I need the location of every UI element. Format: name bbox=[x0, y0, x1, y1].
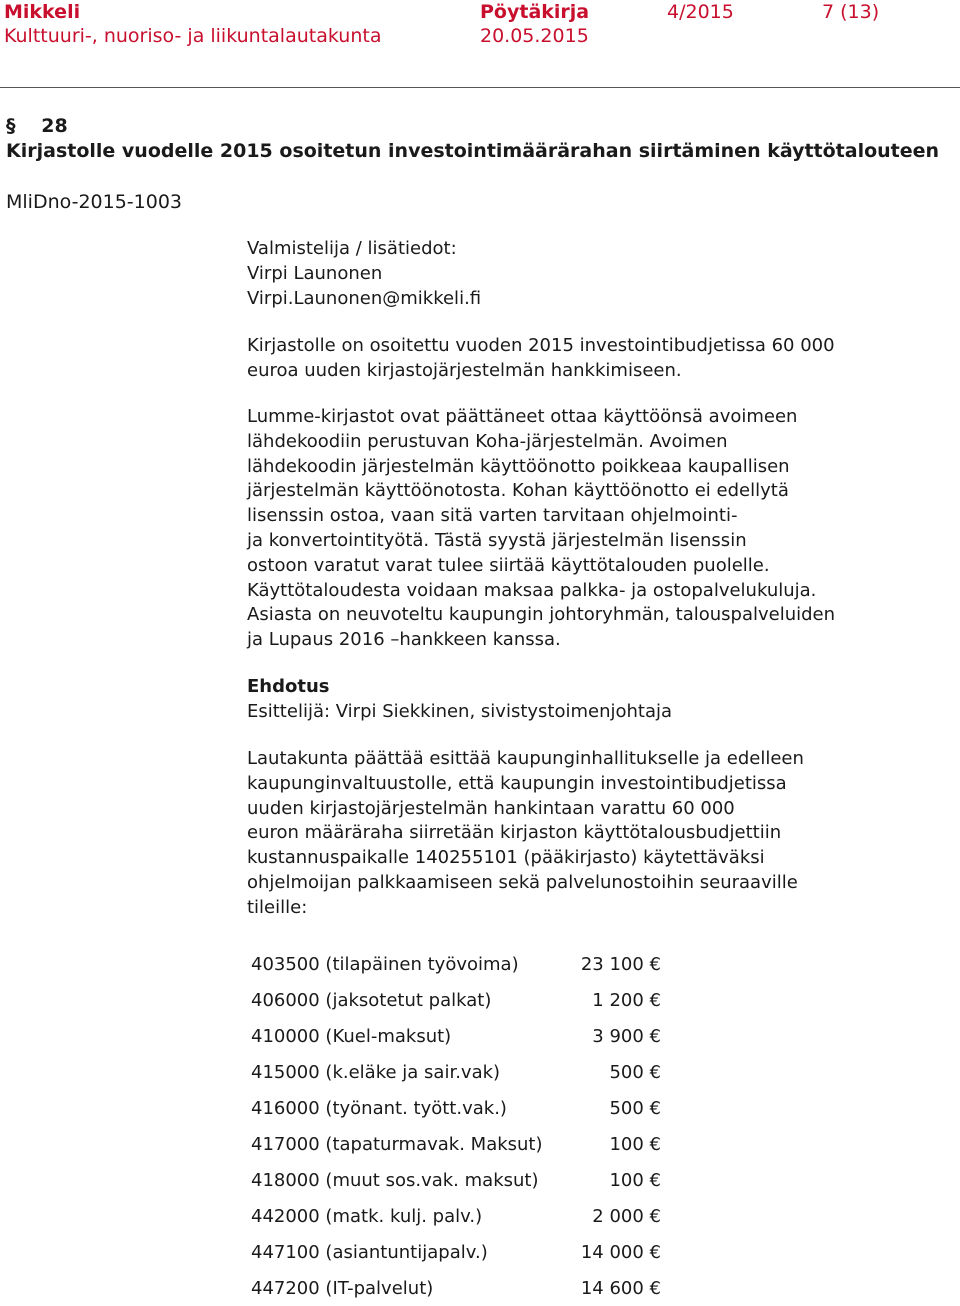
body-line: Asiasta on neuvoteltu kaupungin johtoryhmän, talouspalveluiden bbox=[247, 604, 836, 626]
body-paragraph bbox=[247, 405, 937, 653]
proposal-line: tileille: bbox=[247, 896, 308, 918]
account-amount: 100 € bbox=[609, 1133, 661, 1155]
table-row bbox=[251, 1018, 661, 1054]
header-date: 20.05.2015 bbox=[480, 25, 589, 47]
section-symbol-icon: § bbox=[6, 115, 16, 137]
preparer-label: Valmistelija / lisätiedot: bbox=[247, 238, 457, 259]
header-doc-type: Pöytäkirja bbox=[480, 1, 590, 23]
table-row bbox=[251, 1198, 661, 1234]
header-page: 7 (13) bbox=[822, 1, 880, 23]
account-name: 415000 (k.eläke ja sair.vak) bbox=[251, 1061, 501, 1083]
table-row bbox=[251, 1234, 661, 1270]
body-line: lähdekoodiin perustuvan Koha-järjestelmän. Avoimen bbox=[247, 430, 728, 452]
table-row bbox=[251, 1270, 661, 1306]
account-name: 410000 (Kuel-maksut) bbox=[251, 1025, 452, 1047]
account-name: 417000 (tapaturmavak. Maksut) bbox=[251, 1133, 543, 1155]
proposal-line: ohjelmoijan palkkaamiseen sekä palvelunostoihin seuraaville bbox=[247, 871, 798, 893]
account-name: 442000 (matk. kulj. palv.) bbox=[251, 1205, 483, 1227]
account-amount: 500 € bbox=[609, 1061, 661, 1083]
header-divider bbox=[0, 87, 960, 88]
preparer-block bbox=[247, 237, 937, 311]
header-meeting-no: 4/2015 bbox=[667, 1, 734, 23]
table-row bbox=[251, 1162, 661, 1198]
body-line: järjestelmän käyttöönotosta. Kohan käyttöönotto ei edellytä bbox=[247, 480, 789, 502]
header-committee: Kulttuuri-, nuoriso- ja liikuntalautakunta bbox=[4, 25, 382, 47]
account-name: 416000 (työnant. tyött.vak.) bbox=[251, 1097, 507, 1119]
proposal-presenter: Esittelijä: Virpi Siekkinen, sivistystoimenjohtaja bbox=[247, 700, 673, 722]
proposal-line: kustannuspaikalle 140255101 (pääkirjasto) käytettäväksi bbox=[247, 847, 765, 869]
account-amount: 14 000 € bbox=[580, 1241, 661, 1263]
account-name: 447200 (IT-palvelut) bbox=[251, 1277, 434, 1299]
table-row bbox=[251, 946, 661, 982]
account-amount: 100 € bbox=[609, 1169, 661, 1191]
table-row bbox=[251, 1090, 661, 1126]
accounts-table bbox=[251, 946, 661, 1306]
account-name: 418000 (muut sos.vak. maksut) bbox=[251, 1169, 539, 1191]
intro-line: Kirjastolle on osoitettu vuoden 2015 investointibudjetissa 60 000 bbox=[247, 335, 835, 356]
table-row bbox=[251, 982, 661, 1018]
preparer-name: Virpi Launonen bbox=[247, 262, 383, 284]
account-name: 447100 (asiantuntijapalv.) bbox=[251, 1241, 488, 1263]
account-amount: 1 200 € bbox=[592, 989, 661, 1011]
proposal-text bbox=[247, 747, 937, 921]
proposal-line: euron määräraha siirretään kirjaston käyttötalousbudjettiin bbox=[247, 822, 782, 844]
proposal-heading: Ehdotus bbox=[247, 676, 330, 697]
proposal-line: kaupunginvaltuustolle, että kaupungin investointibudjetissa bbox=[247, 772, 787, 794]
account-amount: 3 900 € bbox=[592, 1025, 661, 1047]
intro-paragraph bbox=[247, 334, 937, 384]
body-line: ja konvertointityötä. Tästä syystä järjestelmän lisenssin bbox=[247, 529, 747, 551]
proposal-block bbox=[247, 675, 937, 725]
section-number bbox=[6, 114, 68, 138]
body-line: Lumme-kirjastot ovat päättäneet ottaa käyttöönsä avoimeen bbox=[247, 406, 798, 427]
body-line: ja Lupaus 2016 –hankkeen kanssa. bbox=[247, 629, 561, 651]
body-line: lähdekoodin järjestelmän käyttöönotto poikkeaa kaupallisen bbox=[247, 455, 790, 477]
section-number-value: 28 bbox=[41, 115, 68, 137]
proposal-line: Lautakunta päättää esittää kaupunginhallitukselle ja edelleen bbox=[247, 748, 804, 769]
proposal-line: uuden kirjastojärjestelmän hankintaan varattu 60 000 bbox=[247, 797, 735, 819]
account-amount: 2 000 € bbox=[592, 1205, 661, 1227]
account-name: 406000 (jaksotetut palkat) bbox=[251, 989, 492, 1011]
body-line: lisenssin ostoa, vaan sitä varten tarvitaan ohjelmointi- bbox=[247, 505, 738, 527]
section-title: Kirjastolle vuodelle 2015 osoitetun investointimäärärahan siirtäminen käyttötalouteen bbox=[6, 140, 940, 162]
account-amount: 500 € bbox=[609, 1097, 661, 1119]
account-amount: 23 100 € bbox=[580, 953, 661, 975]
table-row bbox=[251, 1054, 661, 1090]
account-amount: 14 600 € bbox=[580, 1277, 661, 1299]
intro-line: euroa uuden kirjastojärjestelmän hankkimiseen. bbox=[247, 359, 682, 381]
preparer-email: Virpi.Launonen@mikkeli.fi bbox=[247, 287, 482, 309]
body-line: ostoon varatut varat tulee siirtää käyttötalouden puolelle. bbox=[247, 554, 770, 576]
table-row bbox=[251, 1126, 661, 1162]
account-name: 403500 (tilapäinen työvoima) bbox=[251, 953, 519, 975]
header-org: Mikkeli bbox=[4, 1, 81, 23]
body-line: Käyttötaloudesta voidaan maksaa palkka- ja ostopalvelukuluja. bbox=[247, 579, 817, 601]
diary-number: MliDno-2015-1003 bbox=[6, 191, 183, 213]
